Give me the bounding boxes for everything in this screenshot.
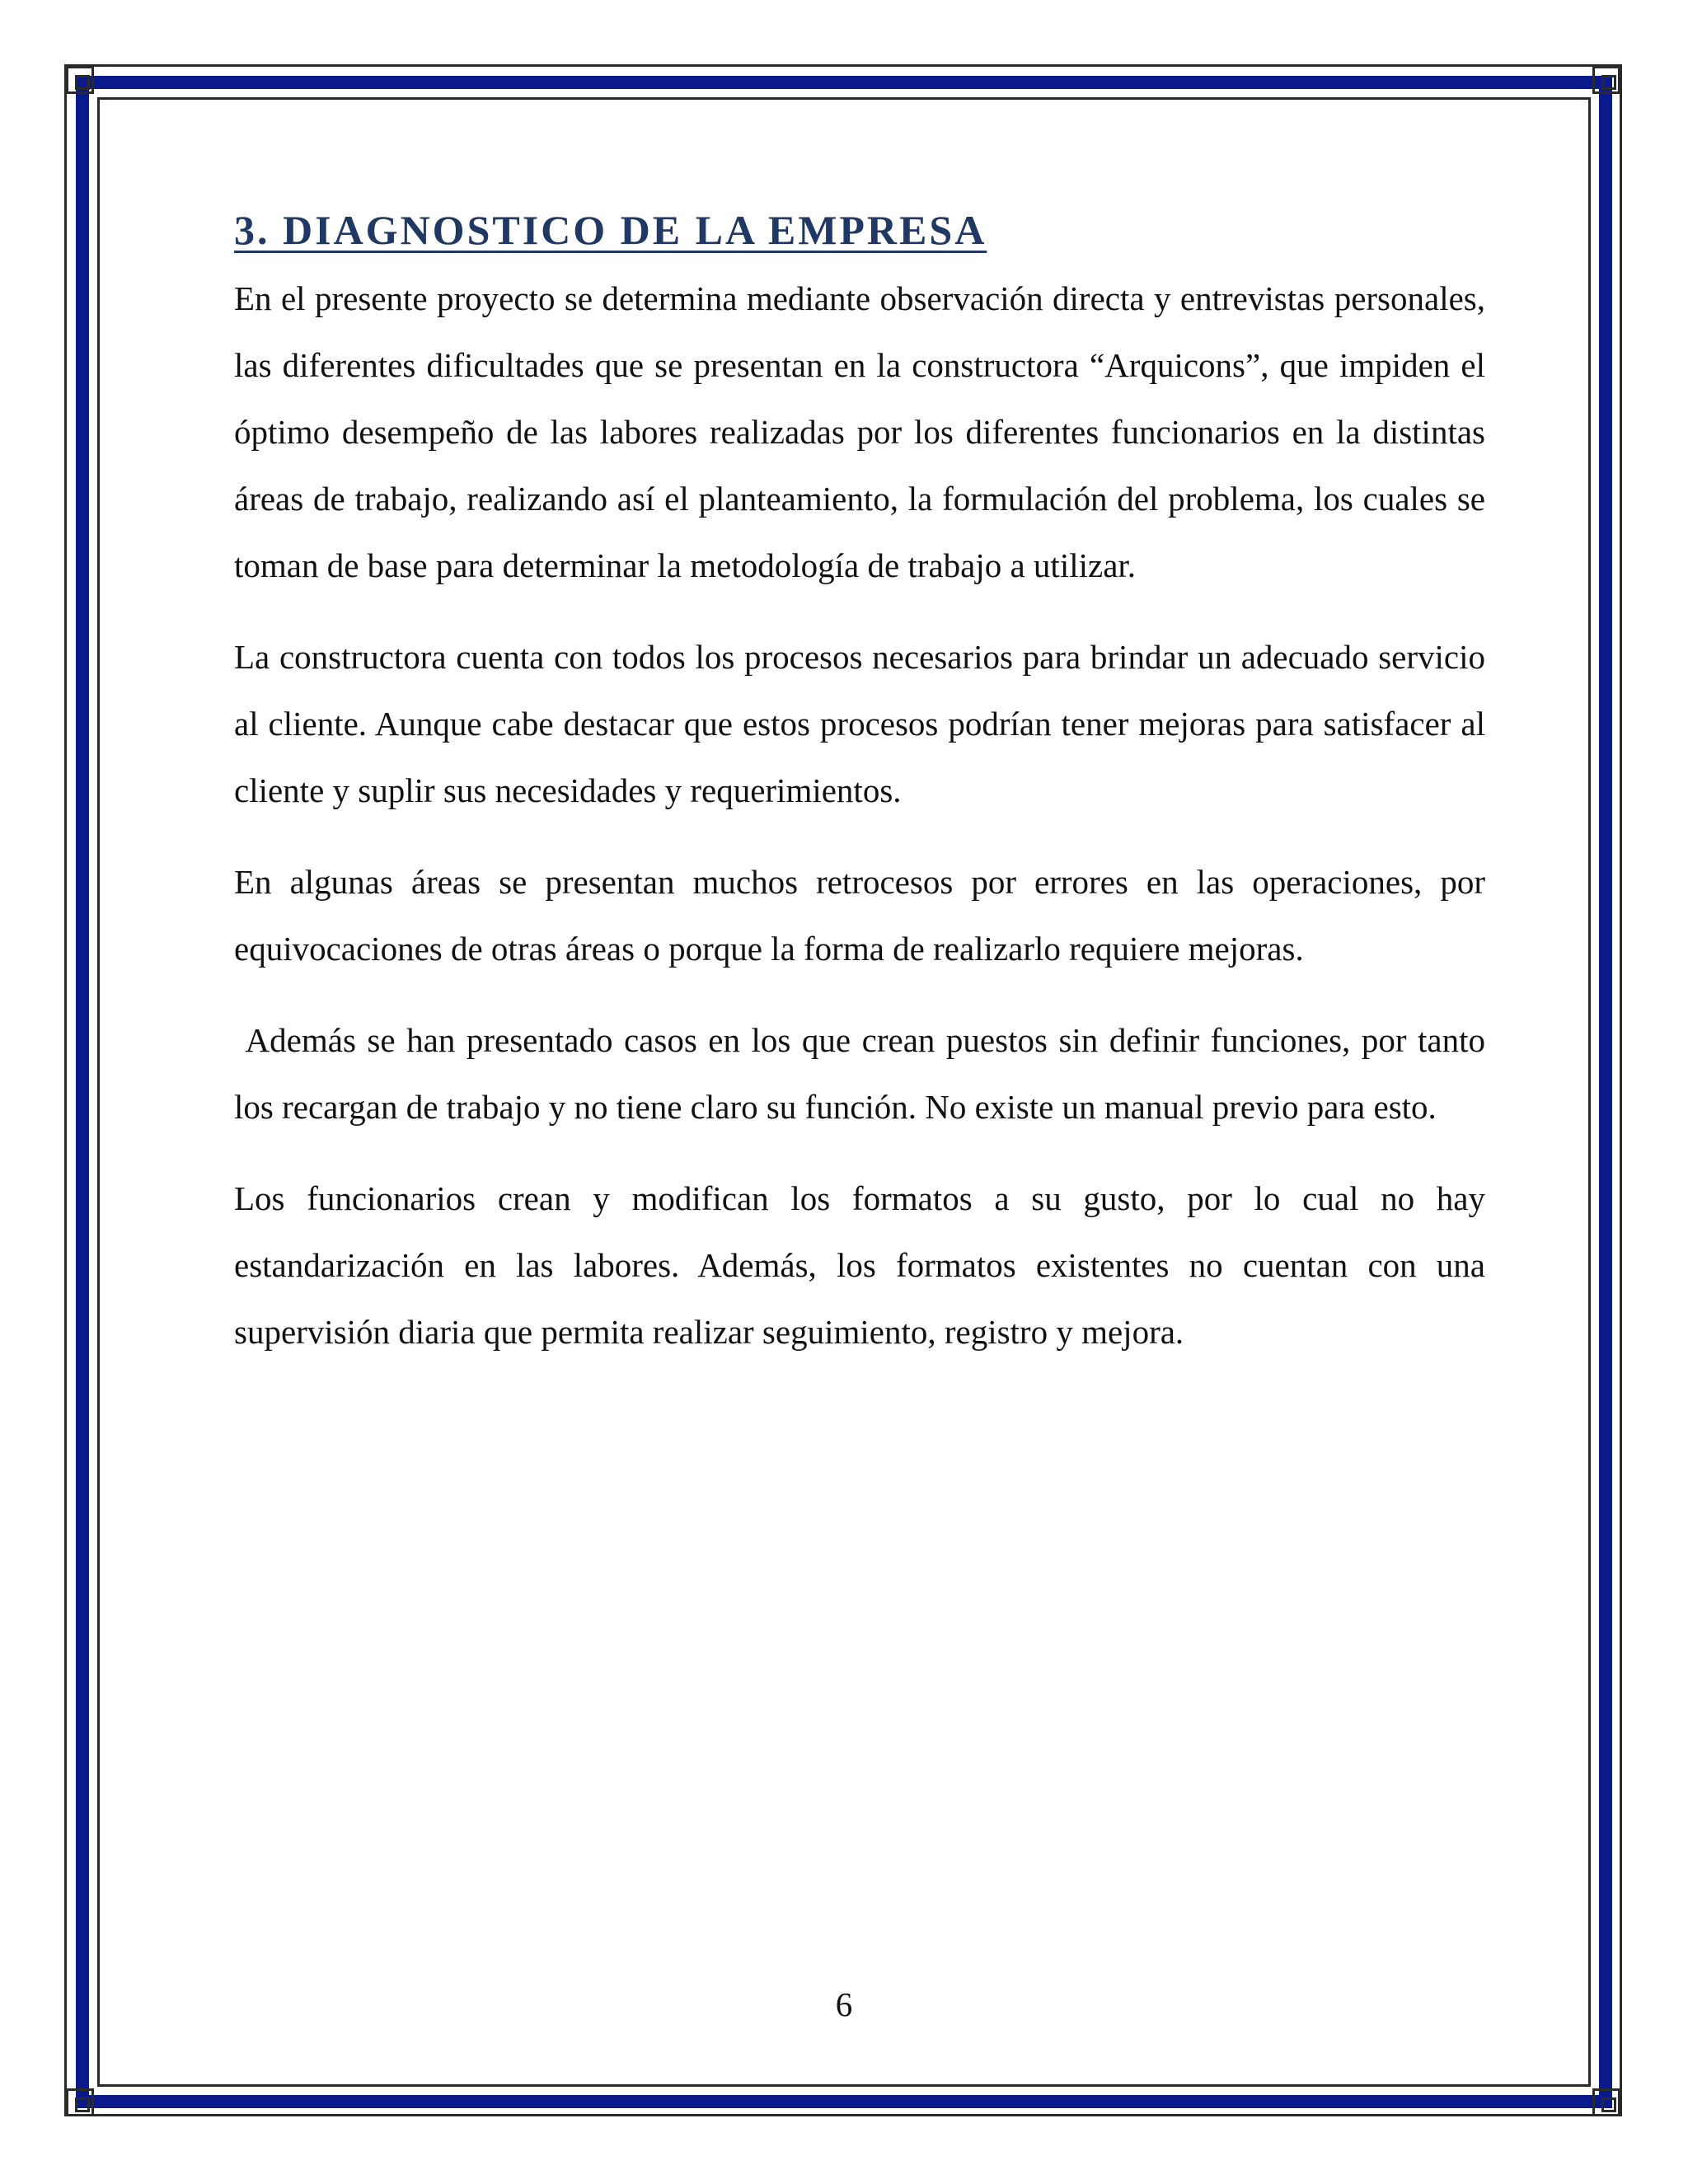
paragraph: Los funcionarios crean y modifican los formatos a su gusto, por lo cual no hay estandarización en las labores. Además, los formatos existentes no cuentan con una supervisión diaria que permita realizar seguimiento, registro y mejora. xyxy=(234,1179,1485,1351)
page-content xyxy=(234,206,1494,1390)
border-corner-ornament xyxy=(66,66,94,94)
paragraph: En algunas áreas se presentan muchos retrocesos por errores en las operaciones, por equivocaciones de otras áreas o porque la forma de realizarlo requiere mejoras. xyxy=(234,863,1485,968)
border-corner-ornament xyxy=(1592,2088,1620,2116)
paragraph: Además se han presentado casos en los que crean puestos sin definir funciones, por tanto los recargan de trabajo y no tiene claro su función. No existe un manual previo para esto. xyxy=(234,1021,1494,1126)
paragraph: La constructora cuenta con todos los procesos necesarios para brindar un adecuado servicio al cliente. Aunque cabe destacar que estos procesos podrían tener mejoras para satisfacer al cliente y suplir sus necesidades y requerimientos. xyxy=(234,638,1485,809)
paragraph: En el presente proyecto se determina mediante observación directa y entrevistas personales, las diferentes dificultades que se presentan en la constructora “Arquicons”, que impiden el óptimo desempeño de las labores realizadas por los diferentes funcionarios en la distintas áreas de trabajo, realizando así el planteamiento, la formulación del problema, los cuales se toman de base para determinar la metodología de trabajo a utilizar. xyxy=(234,279,1485,584)
page-number: 6 xyxy=(835,1985,853,2023)
border-corner-ornament xyxy=(1592,66,1620,94)
border-corner-ornament xyxy=(66,2088,94,2116)
section-heading: 3. DIAGNOSTICO DE LA EMPRESA xyxy=(234,207,987,253)
